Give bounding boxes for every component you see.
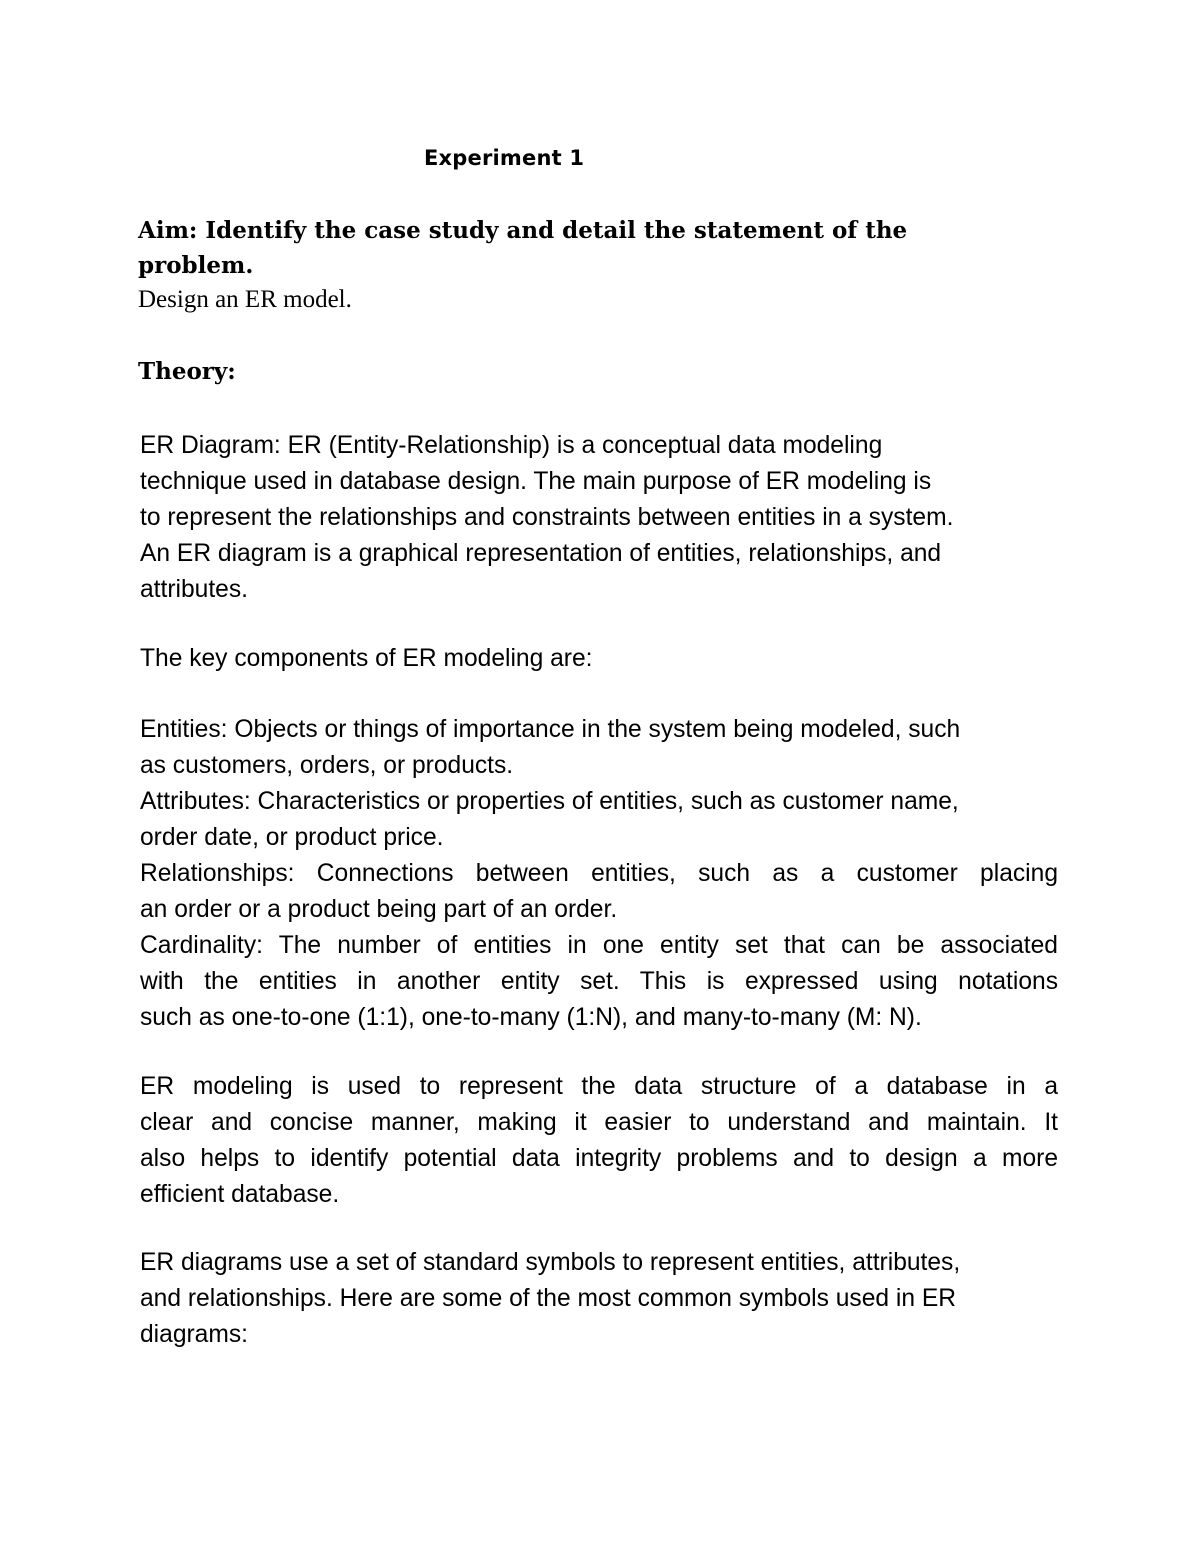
component-line: such as one-to-one (1:1), one-to-many (1:N), and many-to-many (M: N).	[140, 1004, 922, 1031]
paragraph-line: attributes.	[140, 576, 248, 603]
paragraph-line: efficient database.	[140, 1181, 340, 1208]
paragraph-line: ER Diagram: ER (Entity-Relationship) is a conceptual data modeling	[140, 432, 883, 459]
component-line: Cardinality: The number of entities in one entity set that can be associated	[140, 932, 1058, 959]
aim-subtitle: Design an ER model.	[138, 286, 352, 313]
components-list	[140, 712, 1058, 1036]
document-title: Experiment 1	[424, 146, 585, 170]
paragraph-line: clear and concise manner, making it easier to understand and maintain. It	[140, 1109, 1058, 1136]
component-line: Attributes: Characteristics or properties of entities, such as customer name,	[140, 788, 959, 815]
component-line: order date, or product price.	[140, 824, 444, 851]
component-line: Relationships: Connections between entities, such as a customer placing	[140, 860, 1058, 887]
aim-line-1: Aim: Identify the case study and detail the statement of the	[138, 217, 908, 244]
paragraph-line: ER diagrams use a set of standard symbols to represent entities, attributes,	[140, 1249, 961, 1276]
theory-heading: Theory:	[138, 358, 236, 385]
paragraph-key-components	[140, 641, 1058, 677]
paragraph-line: and relationships. Here are some of the most common symbols used in ER	[140, 1285, 957, 1312]
paragraph-line: to represent the relationships and constraints between entities in a system.	[140, 504, 954, 531]
paragraph-line: The key components of ER modeling are:	[140, 645, 593, 672]
paragraph-line: technique used in database design. The main purpose of ER modeling is	[140, 468, 932, 495]
component-line: Entities: Objects or things of importance in the system being modeled, such	[140, 716, 961, 743]
paragraph-er-symbols	[140, 1245, 1058, 1353]
component-line: an order or a product being part of an order.	[140, 896, 618, 923]
paragraph-line: diagrams:	[140, 1321, 248, 1348]
component-line: as customers, orders, or products.	[140, 752, 514, 779]
aim-line-2: problem.	[138, 252, 254, 279]
paragraph-er-modeling-use	[140, 1069, 1058, 1213]
component-line: with the entities in another entity set. This is expressed using notations	[140, 968, 1058, 995]
paragraph-line: also helps to identify potential data integrity problems and to design a more	[140, 1145, 1058, 1172]
paragraph-line: ER modeling is used to represent the data structure of a database in a	[140, 1073, 1058, 1100]
paragraph-er-diagram	[140, 428, 1058, 608]
paragraph-line: An ER diagram is a graphical representation of entities, relationships, and	[140, 540, 942, 567]
